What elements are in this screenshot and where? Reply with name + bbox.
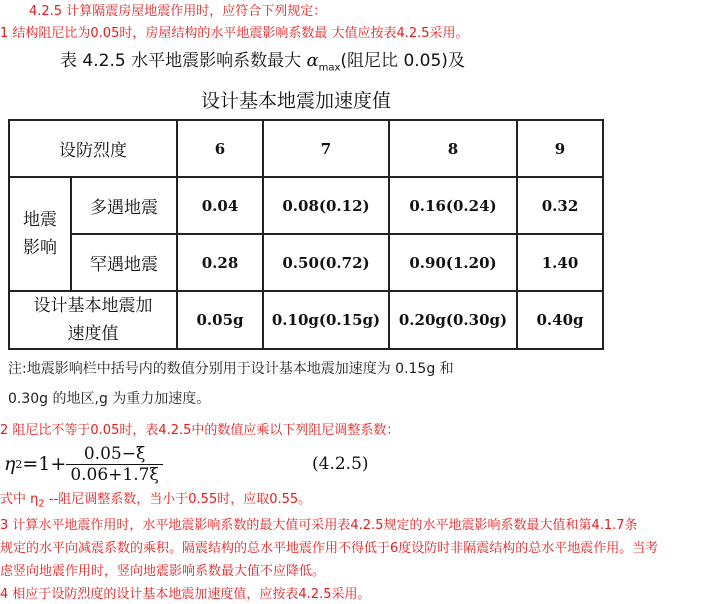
table-cell: 0.05g bbox=[177, 291, 263, 349]
seismic-coefficient-table bbox=[8, 119, 604, 350]
table-note-line1: 注:地震影响栏中括号内的数值分别用于设计基本地震加速度为 0.15g 和 bbox=[8, 361, 454, 377]
item-3-line1: 3 计算水平地震作用时，水平地震影响系数的最大值可采用表4.2.5规定的水平地震影响系数最大值和第4.1.7条 bbox=[0, 518, 638, 533]
where-sub: 2 bbox=[38, 498, 45, 510]
item-4-text: 4 相应于设防烈度的设计基本地震加速度值，应按表4.2.5采用。 bbox=[0, 587, 371, 602]
damping-formula bbox=[4, 442, 163, 486]
table-row bbox=[9, 234, 603, 291]
table-cell: 0.28 bbox=[177, 234, 263, 291]
header-7: 7 bbox=[263, 120, 389, 177]
item-1-text: 1 结构阻尼比为0.05时，房屋结构的水平地震影响系数最 大值应按表4.2.5采用。 bbox=[0, 26, 469, 41]
formula-eq: =1+ bbox=[22, 453, 67, 475]
table-note-line2: 0.30g 的地区,g 为重力加速度。 bbox=[8, 391, 211, 407]
item-3-line2: 规定的水平向减震系数的乘积。隔震结构的总水平地震作用不得低于6度设防时非隔震结构的总水平地震作用。当考 bbox=[0, 541, 659, 556]
header-6: 6 bbox=[177, 120, 263, 177]
table-title-prefix: 表 4.2.5 水平地震影响系数最大 bbox=[60, 51, 307, 71]
table-cell: 0.50(0.72) bbox=[263, 234, 389, 291]
formula-eta: η bbox=[4, 453, 16, 475]
formula-fraction bbox=[66, 444, 163, 485]
formula-numerator: 0.05−ξ bbox=[66, 444, 163, 465]
table-row bbox=[9, 177, 603, 234]
table-title-line1 bbox=[60, 46, 465, 73]
header-8: 8 bbox=[389, 120, 517, 177]
table-cell: 0.20g(0.30g) bbox=[389, 291, 517, 349]
item-3-line3: 虑竖向地震作用时，竖向地震影响系数最大值不应降低。 bbox=[0, 564, 326, 579]
table-cell: 0.40g bbox=[517, 291, 603, 349]
row-label-design-acceleration: 设计基本地震加速度值 bbox=[9, 291, 177, 349]
table-title-line2: 设计基本地震加速度值 bbox=[201, 90, 392, 112]
table-header-row bbox=[9, 120, 603, 177]
where-prefix: 式中 η bbox=[0, 492, 39, 507]
table-cell: 0.32 bbox=[517, 177, 603, 234]
clause-heading: 4.2.5 计算隔震房屋地震作用时，应符合下列规定： bbox=[29, 4, 327, 19]
table-cell: 0.08(0.12) bbox=[263, 177, 389, 234]
table-row bbox=[9, 291, 603, 349]
table-cell: 0.04 bbox=[177, 177, 263, 234]
item-2-text: 2 阻尼比不等于0.05时，表4.2.5中的数值应乘以下列阻尼调整系数： bbox=[0, 423, 400, 438]
group-label-seismic-influence: 地震影响 bbox=[9, 177, 71, 291]
formula-eta-sub: 2 bbox=[15, 457, 23, 471]
table-title-suffix: (阻尼比 0.05)及 bbox=[340, 51, 465, 71]
where-suffix: --阻尼调整系数，当小于0.55时，应取0.55。 bbox=[44, 492, 312, 507]
alpha-symbol: α bbox=[306, 50, 319, 71]
table-cell: 0.10g(0.15g) bbox=[263, 291, 389, 349]
table-cell: 1.40 bbox=[517, 234, 603, 291]
table-cell: 0.16(0.24) bbox=[389, 177, 517, 234]
where-line bbox=[0, 492, 311, 513]
alpha-subscript: max bbox=[318, 62, 341, 74]
header-intensity: 设防烈度 bbox=[9, 120, 177, 177]
header-9: 9 bbox=[517, 120, 603, 177]
formula-number: (4.2.5) bbox=[312, 454, 369, 474]
table-cell: 0.90(1.20) bbox=[389, 234, 517, 291]
formula-denominator: 0.06+1.7ξ bbox=[70, 464, 159, 485]
row-label-rare: 罕遇地震 bbox=[71, 234, 177, 291]
row-label-frequent: 多遇地震 bbox=[71, 177, 177, 234]
